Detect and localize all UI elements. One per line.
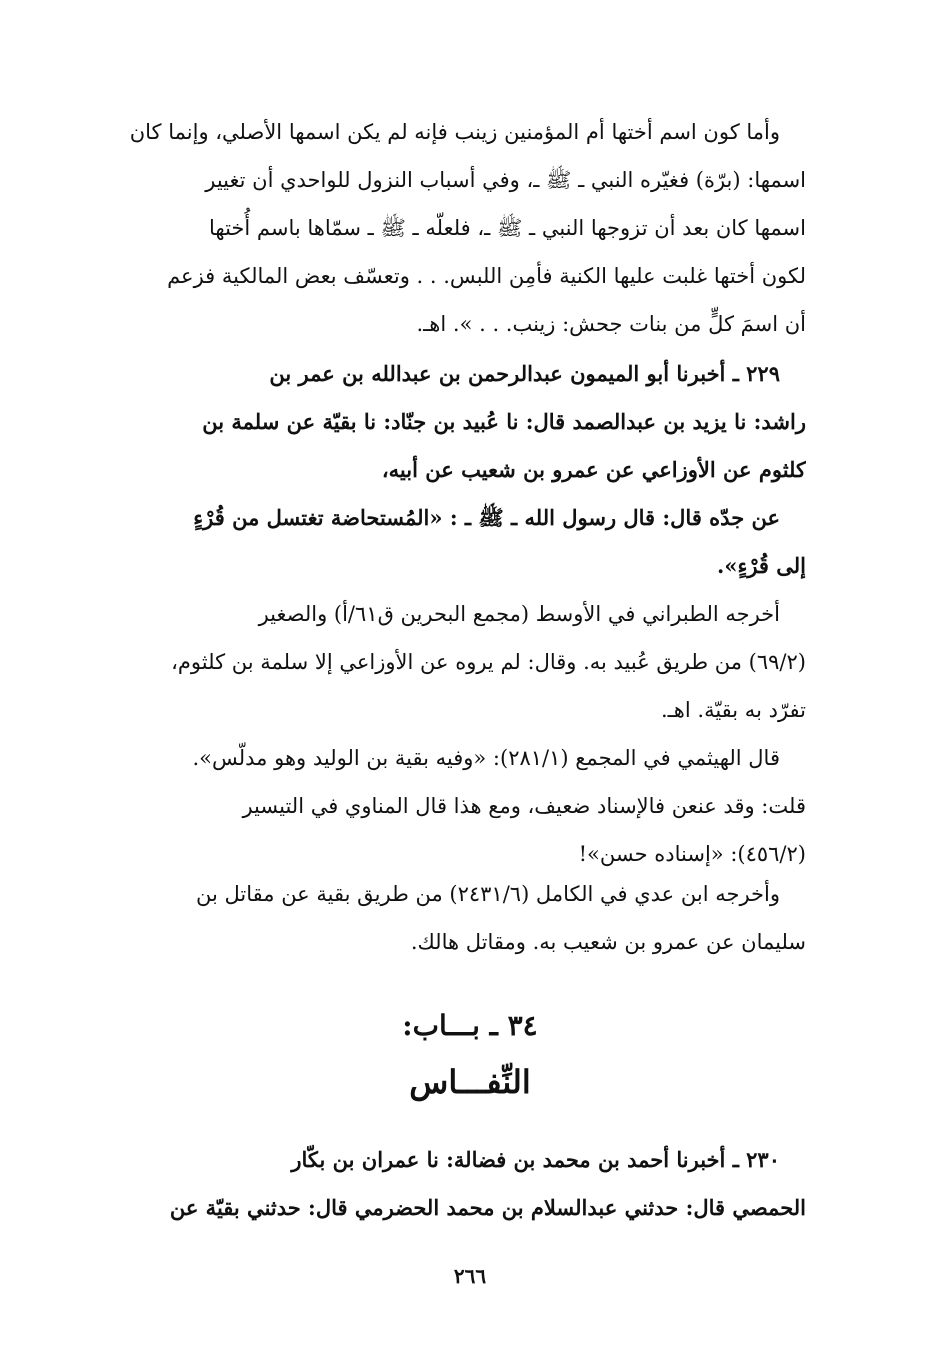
text-line: سليمان عن عمرو بن شعيب به. ومقاتل هالك.	[410, 930, 806, 954]
text-line: عن جدّه قال: قال رسول الله ـ ﷺ ـ : «المُستحاضة تغتسل من قُرْءٍ	[193, 505, 780, 530]
text-line: (٦٩/٢) من طريق عُبيد به. وقال: لم يروه عن الأوزاعي إلا سلمة بن كلثوم،	[171, 650, 806, 674]
page-number: ٢٦٦	[453, 1264, 487, 1288]
text-line: قلت: وقد عنعن فالإسناد ضعيف، ومع هذا قال المناوي في التيسير	[242, 794, 806, 818]
text-line: اسمها كان بعد أن تزوجها النبي ـ ﷺ ـ، فلعلّه ـ ﷺ ـ سمّاها باسم أُختها	[208, 216, 806, 240]
commentary-paragraph-4	[110, 870, 806, 966]
text-line: كلثوم عن الأوزاعي عن عمرو بن شعيب عن أبيه،	[381, 457, 806, 482]
commentary-paragraph-1	[110, 108, 806, 348]
commentary-paragraph-3	[110, 734, 806, 878]
text-line: راشد: نا يزيد بن عبدالصمد قال: نا عُبيد بن جنّاد: نا بقيّة عن سلمة بن	[202, 409, 806, 434]
text-line: تفرّد به بقيّة. اهـ.	[660, 698, 806, 722]
text-line: إلى قُرْءٍ».	[717, 553, 806, 578]
text-line: اسمها: (برّة) فغيّره النبي ـ ﷺ ـ، وفي أسباب النزول للواحدي أن تغيير	[205, 168, 806, 192]
chapter-title: النِّفـــاس	[409, 1063, 531, 1101]
text-line: (٤٥٦/٢): «إسناده حسن»!	[578, 842, 806, 866]
text-line: وأما كون اسم أختها أم المؤمنين زينب فإنه لم يكن اسمها الأصلي، وإنما كان	[129, 120, 780, 144]
hadith-230	[110, 1136, 806, 1232]
text-line: الحمصي قال: حدثني عبدالسلام بن محمد الحضرمي قال: حدثني بقيّة عن	[169, 1195, 806, 1220]
text-line: ٢٢٩ ـ أخبرنا أبو الميمون عبدالرحمن بن عبدالله بن عمر بن	[269, 361, 780, 386]
commentary-paragraph-2	[110, 590, 806, 734]
text-line: أن اسمَ كلٍّ من بنات جحش: زينب. . . ». اهـ.	[416, 312, 806, 336]
text-line: ٢٣٠ ـ أخبرنا أحمد بن محمد بن فضالة: نا عمران بن بكّار	[291, 1147, 780, 1172]
hadith-229	[110, 350, 806, 590]
chapter-number: ٣٤ ـ بـــاب:	[402, 1009, 538, 1042]
text-line: لكون أختها غلبت عليها الكنية فأمِن اللبس. . . وتعسّف بعض المالكية فزعم	[167, 264, 806, 288]
text-line: قال الهيثمي في المجمع (٢٨١/١): «وفيه بقية بن الوليد وهو مدلّس».	[192, 746, 780, 770]
text-line: وأخرجه ابن عدي في الكامل (٢٤٣١/٦) من طريق بقية عن مقاتل بن	[196, 882, 780, 906]
text-line: أخرجه الطبراني في الأوسط (مجمع البحرين ق٦١/أ) والصغير	[258, 602, 780, 626]
